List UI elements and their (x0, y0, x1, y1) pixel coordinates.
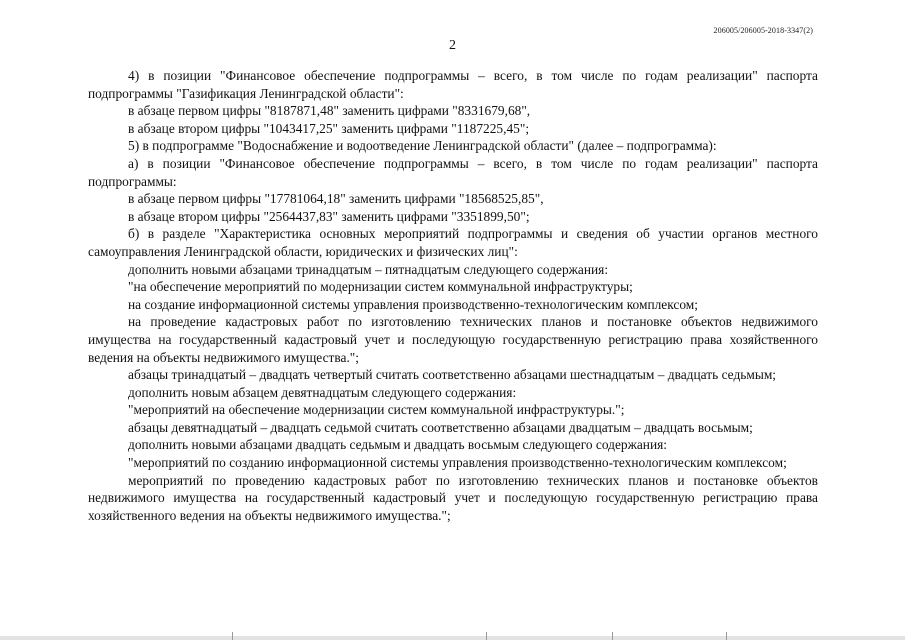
paragraph: абзацы тринадцатый – двадцать четвертый считать соответственно абзацами шестнадцатым – двадцать седьмым; (128, 367, 777, 383)
paragraph: дополнить новым абзацем девятнадцатым следующего содержания: (128, 384, 517, 400)
paragraph: дополнить новыми абзацами тринадцатым – пятнадцатым следующего содержания: (128, 261, 609, 277)
scan-bottom-edge (0, 636, 905, 640)
paragraph: 5) в подпрограмме "Водоснабжение и водоотведение Ленинградской области" (далее – подпрограмма): (128, 138, 717, 154)
paragraph: "мероприятий по созданию информационной системы управления производственно-технологическим комплексом; (128, 455, 787, 471)
scan-mark (612, 632, 613, 640)
paragraph: "на обеспечение мероприятий по модернизации систем коммунальной инфраструктуры; (128, 279, 633, 295)
paragraph: в абзаце втором цифры "2564437,83" заменить цифрами "3351899,50"; (128, 208, 530, 224)
scan-mark (232, 632, 233, 640)
page-number: 2 (449, 38, 456, 53)
paragraph: на проведение кадастровых работ по изготовлению технических планов и постановке объектов недвижимого имущества на государственный кадастровый учет и последующую государственную регистрацию права хозяйственного ведения на объекты недвижимого имущества."; (88, 314, 818, 365)
paragraph: б) в разделе "Характеристика основных мероприятий подпрограммы и сведения об участии органов местного самоуправления Ленинградской области, юридических и физических лиц": (88, 226, 818, 259)
paragraph: а) в позиции "Финансовое обеспечение подпрограммы – всего, в том числе по годам реализации" паспорта подпрограммы: (88, 155, 818, 189)
document-code: 206005/206005-2018-3347(2) (713, 26, 813, 35)
paragraph: мероприятий по проведению кадастровых работ по изготовлению технических планов и постановке объектов недвижимого имущества на государственный кадастровый учет и последующую государственную регистрацию права хозяйственного ведения на объекты недвижимого имущества."; (88, 472, 818, 523)
document-body (88, 67, 818, 524)
paragraph: дополнить новыми абзацами двадцать седьмым и двадцать восьмым следующего содержания: (128, 437, 668, 453)
paragraph: на создание информационной системы управления производственно-технологическим комплексом; (128, 296, 698, 312)
paragraph: "мероприятий на обеспечение модернизации систем коммунальной инфраструктуры."; (128, 402, 625, 418)
scan-mark (486, 632, 487, 640)
paragraph: в абзаце втором цифры "1043417,25" заменить цифрами "1187225,45"; (128, 120, 530, 136)
paragraph: в абзаце первом цифры "17781064,18" заменить цифрами "18568525,85", (128, 191, 544, 207)
scan-mark (726, 632, 727, 640)
paragraph: в абзаце первом цифры "8187871,48" заменить цифрами "8331679,68", (128, 103, 531, 119)
paragraph: 4) в позиции "Финансовое обеспечение подпрограммы – всего, в том числе по годам реализации" паспорта подпрограммы "Газификация Ленинградской области": (88, 68, 818, 101)
paragraph: абзацы девятнадцатый – двадцать седьмой считать соответственно абзацами двадцатым – двадцать восьмым; (128, 419, 753, 435)
